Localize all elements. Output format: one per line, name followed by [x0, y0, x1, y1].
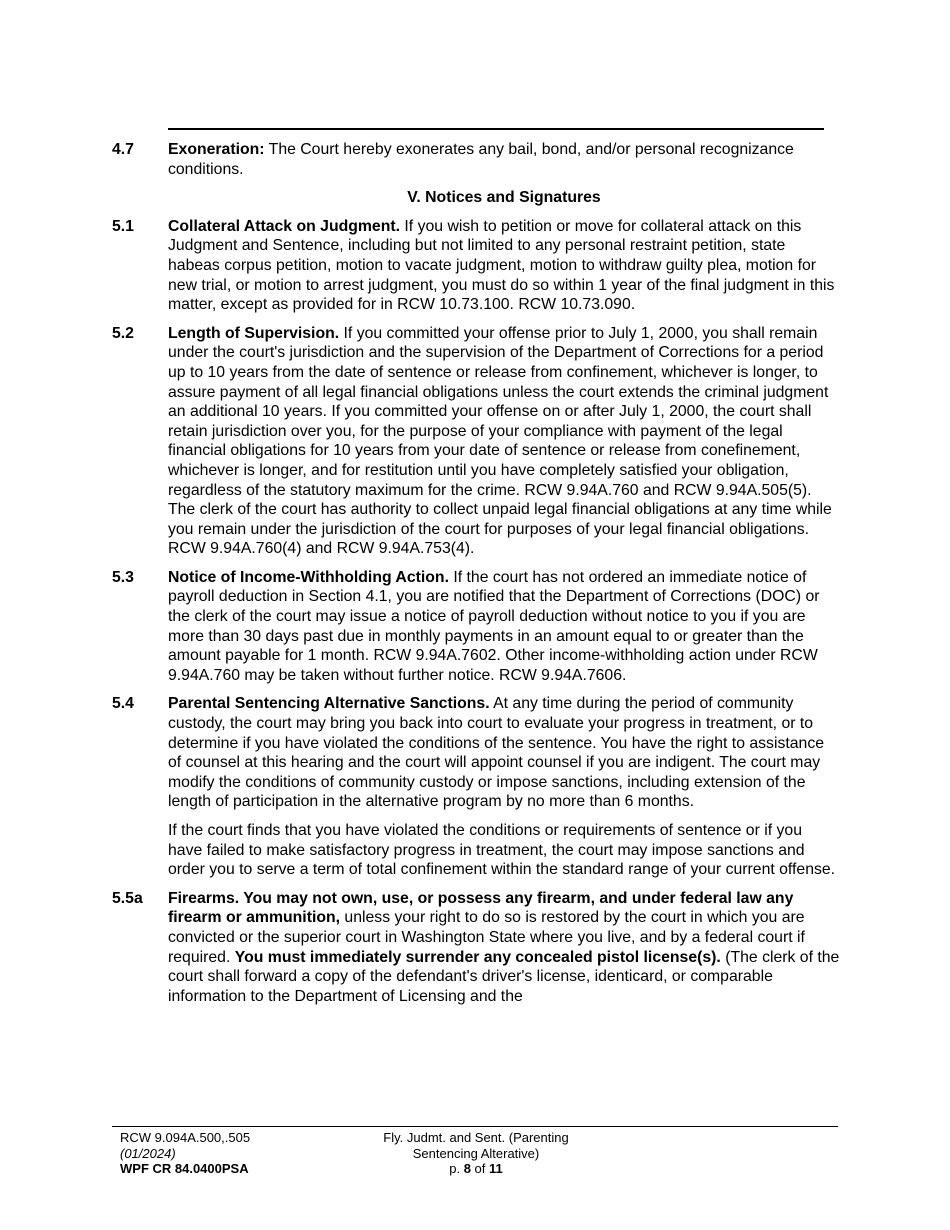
section-title: Firearms. You may not own, use, or possess any firearm, and under federal law any firearm or ammunition,	[168, 889, 794, 927]
footer-rcw: RCW 9.094A.500,.505	[120, 1130, 251, 1145]
header-rule	[168, 128, 824, 130]
page-footer	[112, 1126, 838, 1176]
section-body	[168, 217, 840, 315]
section-text: The Court hereby exonerates any bail, bond, and/or personal recognizance conditions.	[168, 141, 794, 178]
section-text: unless your right to do so is restored by the court in which you are convicted or the superior court in Washington State where you live, and by a federal court if required.	[168, 909, 805, 966]
section-5-4	[112, 694, 840, 879]
section-title: Exoneration:	[168, 141, 265, 158]
section-emphasis: You must immediately surrender any concealed pistol license(s).	[234, 948, 721, 966]
section-body	[168, 568, 840, 686]
footer-document-title	[364, 1130, 588, 1177]
footer-title-line-1: Fly. Judmt. and Sent. (Parenting	[383, 1130, 569, 1145]
footer-form-info	[120, 1130, 250, 1177]
section-5-1	[112, 217, 840, 315]
section-body	[168, 694, 840, 879]
section-paragraph-2: If the court finds that you have violated the conditions or requirements of sentence or if you have failed to make satisfactory progress in treatment, the court may impose sanctions and order you to serve a term of total confinement within the standard range of your current offense.	[168, 822, 836, 879]
section-number: 5.5a	[112, 889, 143, 907]
section-number: 5.4	[112, 695, 134, 713]
section-text: If you committed your offense prior to July 1, 2000, you shall remain under the court's jurisdiction and the supervision of the Department of Corrections for a period up to 10 years from the date of sentence or release from confinement, whichever is longer, to assure payment of all legal financial obligations unless the court extends the criminal judgment an additional 10 years. If you committed your offense on or after July 1, 2000, the court shall retain jurisdiction over you, for the purpose of your compliance with payment of the legal financial obligations for 10 years from your date of sentence or release from conefinement, whichever is longer, and for restitution until you have completely satisfied your obligation, regardless of the statutory maximum for the crime. RCW 9.94A.760 and RCW 9.94A.505(5). The clerk of the court has authority to collect unpaid legal financial obligations at any time while you remain under the jurisdiction of the court for purposes of your legal financial obligations. RCW 9.94A.760(4) and RCW 9.94A.753(4).	[168, 324, 832, 558]
section-number: 5.3	[112, 568, 134, 586]
section-body	[168, 889, 840, 1007]
section-body	[168, 140, 840, 179]
section-5-5a	[112, 889, 840, 1007]
section-number: 4.7	[112, 141, 134, 158]
section-text: If the court has not ordered an immediate notice of payroll deduction in Section 4.1, you are notified that the Department of Corrections (DOC) or the clerk of the court may issue a notice of payroll deduction without notice to you if you are more than 30 days past due in monthly payments in an amount equal to or greater than the amount payable for 1 month. RCW 9.94A.7602. Other income-withholding action under RCW 9.94A.760 may be taken without further notice. RCW 9.94A.7606.	[168, 568, 820, 684]
footer-title-line-2: Sentencing Alterative)	[412, 1145, 540, 1161]
section-5-3	[112, 568, 840, 686]
section-text: At any time during the period of community custody, the court may bring you back into court to evaluate your progress in treatment, or to determine if you have violated the conditions of the sentence. You have the right to assistance of counsel at this hearing and the court will appoint counsel if you are indigent. The court may modify the conditions of community custody or impose sanctions, including extension of the length of participation in the alternative program by no more than 6 months.	[168, 695, 825, 811]
section-title: Length of Supervision.	[168, 324, 340, 342]
section-title: Collateral Attack on Judgment.	[168, 217, 401, 235]
section-number: 5.2	[112, 324, 134, 342]
section-body	[168, 324, 840, 559]
section-4-7	[112, 140, 840, 179]
document-body	[112, 140, 840, 1015]
footer-form-number: WPF CR 84.0400PSA	[120, 1161, 249, 1176]
section-number: 5.1	[112, 217, 134, 235]
section-text-continued: (The clerk of the court shall forward a copy of the defendant's driver's license, identicard, or comparable information to the Department of Licensing and the	[168, 948, 840, 1005]
footer-page-number: p. 8 of 11	[449, 1161, 503, 1176]
part-heading: V. Notices and Signatures	[407, 189, 601, 207]
footer-date: (01/2024)	[120, 1145, 176, 1161]
section-title: Notice of Income-Withholding Action.	[168, 568, 449, 586]
section-5-2	[112, 324, 840, 559]
section-text: If you wish to petition or move for collateral attack on this Judgment and Sentence, including but not limited to any personal restraint petition, state habeas corpus petition, motion to vacate judgment, motion to withdraw guilty plea, motion for new trial, or motion to arrest judgment, you must do so within 1 year of the final judgment in this matter, except as provided for in RCW 10.73.100. RCW 10.73.090.	[168, 217, 835, 314]
section-title: Parental Sentencing Alternative Sanctions.	[168, 695, 490, 713]
